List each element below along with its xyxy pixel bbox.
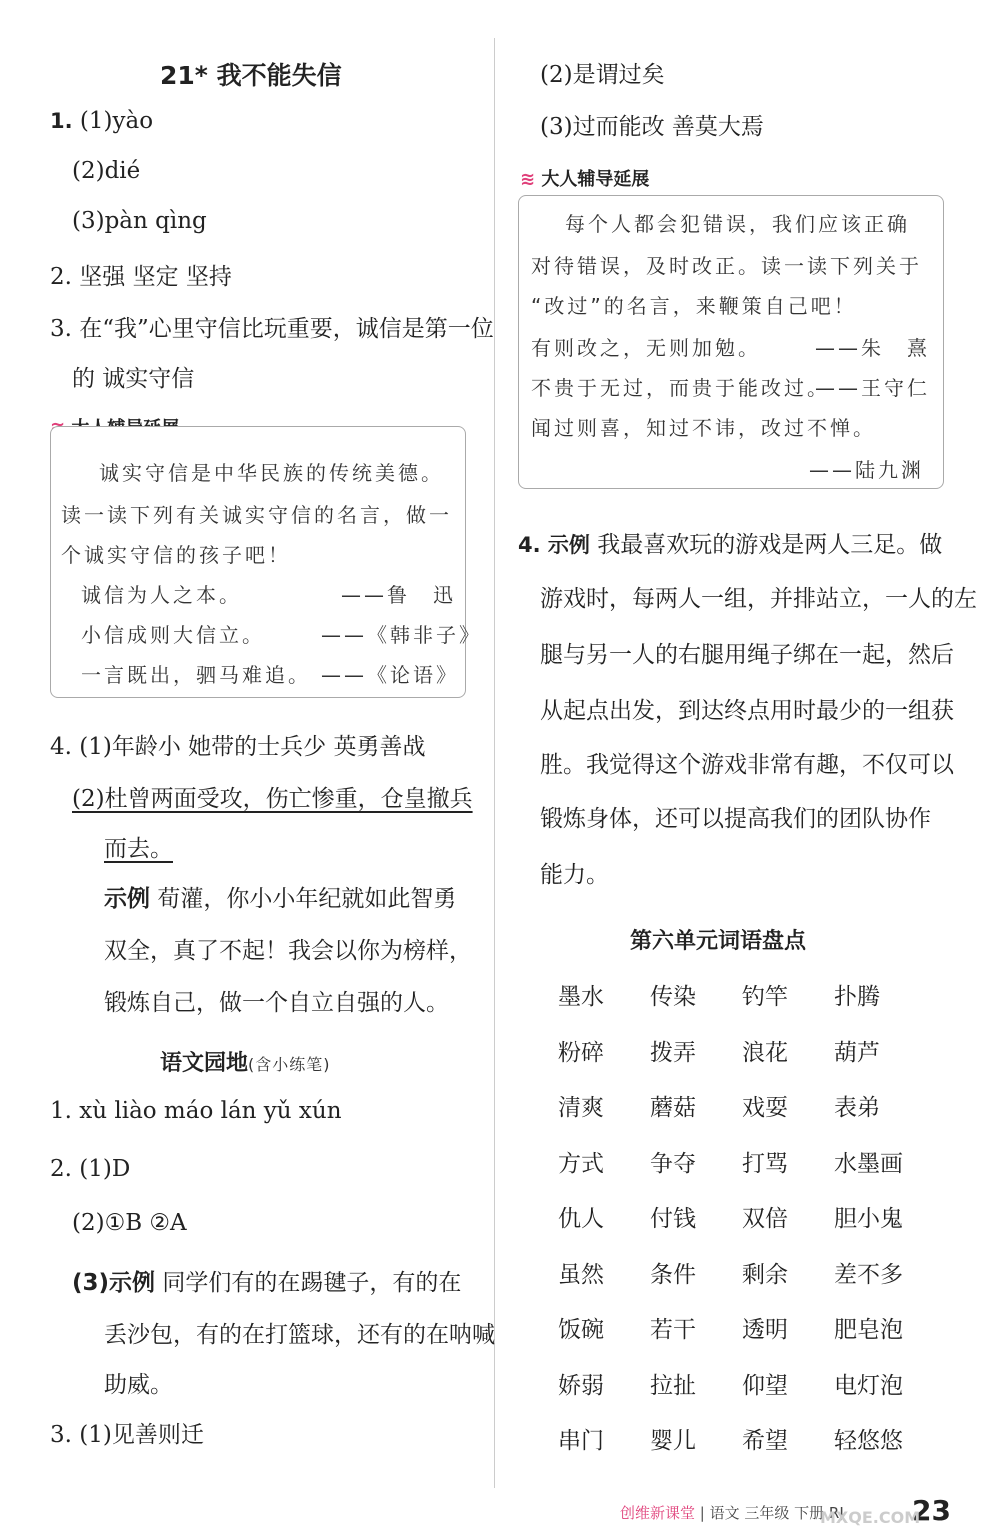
vocab-word: 表弟 xyxy=(834,1095,880,1121)
footer-info: 语文 三年级 下册 RJ xyxy=(709,1504,844,1522)
vocab-word: 仇人 xyxy=(558,1206,604,1232)
vocab-word: 饭碗 xyxy=(558,1317,604,1343)
vocab-word: 戏耍 xyxy=(742,1095,788,1121)
r-q4-line: 锻炼身体，还可以提高我们的团队协作 xyxy=(540,806,931,832)
tutor-box-2-title: 大人辅导延展 xyxy=(541,169,650,190)
quote-text: 小信成则大信立。 xyxy=(81,623,265,647)
vocab-word: 葫芦 xyxy=(834,1039,880,1066)
vocab-word: 电灯泡 xyxy=(834,1372,903,1399)
vocab-word: 水墨画 xyxy=(834,1150,903,1177)
footer: 创维新课堂 | 语文 三年级 下册 RJ xyxy=(620,1504,844,1522)
vocab-word: 串门 xyxy=(558,1428,604,1454)
example-label: 示例 xyxy=(104,886,150,912)
r1-answer: (2)是谓过矣 xyxy=(540,62,665,88)
tutor-box-2-header xyxy=(520,165,649,191)
vocab-word: 婴儿 xyxy=(650,1428,696,1454)
q1-number: 1. xyxy=(50,109,73,133)
g2-3-line: 丢沙包，有的在打篮球，还有的在呐喊 xyxy=(104,1322,495,1348)
garden-title: 语文园地 xyxy=(160,1051,249,1076)
vocab-word: 虽然 xyxy=(558,1261,604,1288)
watermark: MXQE.COM xyxy=(820,1508,921,1527)
lesson-title: 21* 我不能失信 xyxy=(160,61,342,90)
q1-3-answer: (3)pàn qìng xyxy=(72,208,207,234)
quote-text: 不贵于无过，而贵于能改过。 xyxy=(531,376,830,400)
quote-source: ——鲁 迅 xyxy=(341,583,456,607)
column-divider xyxy=(494,38,495,1488)
q3-answer-line1: 3. 在“我”心里守信比玩重要，诚信是第一位 xyxy=(50,316,494,342)
vocab-word: 蘑菇 xyxy=(650,1095,696,1121)
g2-2-answer: (2)①B ②A xyxy=(72,1210,187,1236)
box2-line: “改过”的名言，来鞭策自己吧！ xyxy=(531,294,857,318)
vocab-word: 墨水 xyxy=(558,984,604,1010)
box1-line: 诚实守信是中华民族的传统美德。 xyxy=(99,461,444,485)
q1-2-answer: (2)dié xyxy=(72,158,141,184)
g3-answer: 3. (1)见善则迁 xyxy=(50,1422,204,1448)
vocab-word: 仰望 xyxy=(742,1372,788,1399)
r-q4-line: 胜。我觉得这个游戏非常有趣，不仅可以 xyxy=(540,752,954,778)
g2-3-label: (3)示例 xyxy=(72,1270,156,1296)
words-title: 第六单元词语盘点 xyxy=(630,929,807,954)
quote-source: ——《论语》 xyxy=(321,663,459,687)
q1-1-answer: (1)yào xyxy=(79,108,154,134)
vocab-word: 娇弱 xyxy=(558,1372,604,1399)
vocab-word: 拨弄 xyxy=(650,1039,696,1066)
quote-text: 诚信为人之本。 xyxy=(81,583,242,607)
vocab-word: 透明 xyxy=(742,1317,788,1343)
quote-source: ——陆九渊 xyxy=(809,458,924,482)
q4-1-answer: 4. (1)年龄小 她带的士兵少 英勇善战 xyxy=(50,734,426,760)
vocab-word: 若干 xyxy=(650,1317,696,1343)
vocab-word: 钓竿 xyxy=(742,984,788,1010)
example-line: 锻炼自己，做一个自立自强的人。 xyxy=(104,990,449,1016)
r2-answer: (3)过而能改 善莫大焉 xyxy=(540,114,764,140)
vocab-word: 扑腾 xyxy=(834,984,880,1010)
vocab-word: 轻悠悠 xyxy=(834,1428,903,1454)
box2-line: 每个人都会犯错误，我们应该正确 xyxy=(565,212,910,236)
box2-line: 对待错误，及时改正。读一读下列关于 xyxy=(531,254,922,278)
g2-1-answer: 2. (1)D xyxy=(50,1156,131,1182)
box1-line: 读一读下列有关诚实守信的名言，做一 xyxy=(61,503,452,527)
q2-answer: 2. 坚强 坚定 坚持 xyxy=(50,264,232,290)
vocab-word: 双倍 xyxy=(742,1206,788,1232)
tutor-box-2 xyxy=(518,195,944,489)
r-q4-line: 腿与另一人的右腿用绳子绑在一起，然后 xyxy=(540,642,954,668)
vocab-word: 方式 xyxy=(558,1150,604,1177)
q4-example xyxy=(104,880,456,913)
r-q4-label: 4. 示例 xyxy=(518,533,590,557)
vocab-word: 剩余 xyxy=(742,1261,788,1288)
garden-subtitle: (含小练笔) xyxy=(248,1055,331,1074)
vocab-word: 打骂 xyxy=(742,1150,788,1177)
vocab-word: 清爽 xyxy=(558,1095,604,1121)
box1-line: 个诚实守信的孩子吧！ xyxy=(61,543,291,567)
vocab-word: 拉扯 xyxy=(650,1372,696,1399)
g2-3-line: 助威。 xyxy=(104,1372,173,1398)
quote-text: 有则改之，无则加勉。 xyxy=(531,336,761,360)
quote-source: ——王守仁 xyxy=(815,376,930,400)
q4-2-answer-line1: (2)杜曾两面受攻，伤亡惨重，仓皇撤兵 xyxy=(72,786,473,812)
wave-icon: ≋ xyxy=(520,169,536,190)
quote-text: 一言既出，驷马难追。 xyxy=(81,663,311,687)
quote-source: ——朱 熹 xyxy=(815,336,930,360)
page-number: 23 xyxy=(912,1494,951,1527)
garden-heading xyxy=(160,1046,331,1077)
vocab-word: 肥皂泡 xyxy=(834,1317,903,1343)
q4-2-answer-line2: 而去。 xyxy=(104,836,173,862)
quote-text: 闻过则喜，知过不讳，改过不惮。 xyxy=(531,416,876,440)
vocab-word: 条件 xyxy=(650,1261,696,1288)
vocab-word: 胆小鬼 xyxy=(834,1206,903,1232)
vocab-word: 希望 xyxy=(742,1428,788,1454)
vocab-word: 差不多 xyxy=(834,1261,903,1288)
example-line: 荀灌，你小小年纪就如此智勇 xyxy=(157,886,457,912)
vocab-word: 传染 xyxy=(650,984,696,1010)
q3-answer-line2: 的 诚实守信 xyxy=(72,366,195,392)
vocab-word: 粉碎 xyxy=(558,1039,604,1066)
vocab-word: 争夺 xyxy=(650,1150,696,1177)
quote-source: ——《韩非子》 xyxy=(321,623,482,647)
r-q4 xyxy=(518,526,942,559)
example-line: 双全，真了不起！我会以你为榜样， xyxy=(104,938,472,964)
vocab-word: 付钱 xyxy=(650,1206,696,1232)
g2-3-line: 同学们有的在踢毽子，有的在 xyxy=(162,1270,462,1296)
r-q4-line: 能力。 xyxy=(540,862,609,888)
footer-brand: 创维新课堂 xyxy=(620,1504,696,1522)
q1-1 xyxy=(50,108,153,134)
r-q4-line: 我最喜欢玩的游戏是两人三足。做 xyxy=(597,532,943,558)
g2-3 xyxy=(72,1264,461,1297)
r-q4-line: 游戏时，每两人一组，并排站立，一人的左 xyxy=(540,586,977,612)
vocab-word: 浪花 xyxy=(742,1039,788,1066)
r-q4-line: 从起点出发，到达终点用时最少的一组获 xyxy=(540,698,954,724)
tutor-box-1 xyxy=(50,426,482,698)
g1-answer: 1. xù liào máo lán yǔ xún xyxy=(50,1098,342,1124)
